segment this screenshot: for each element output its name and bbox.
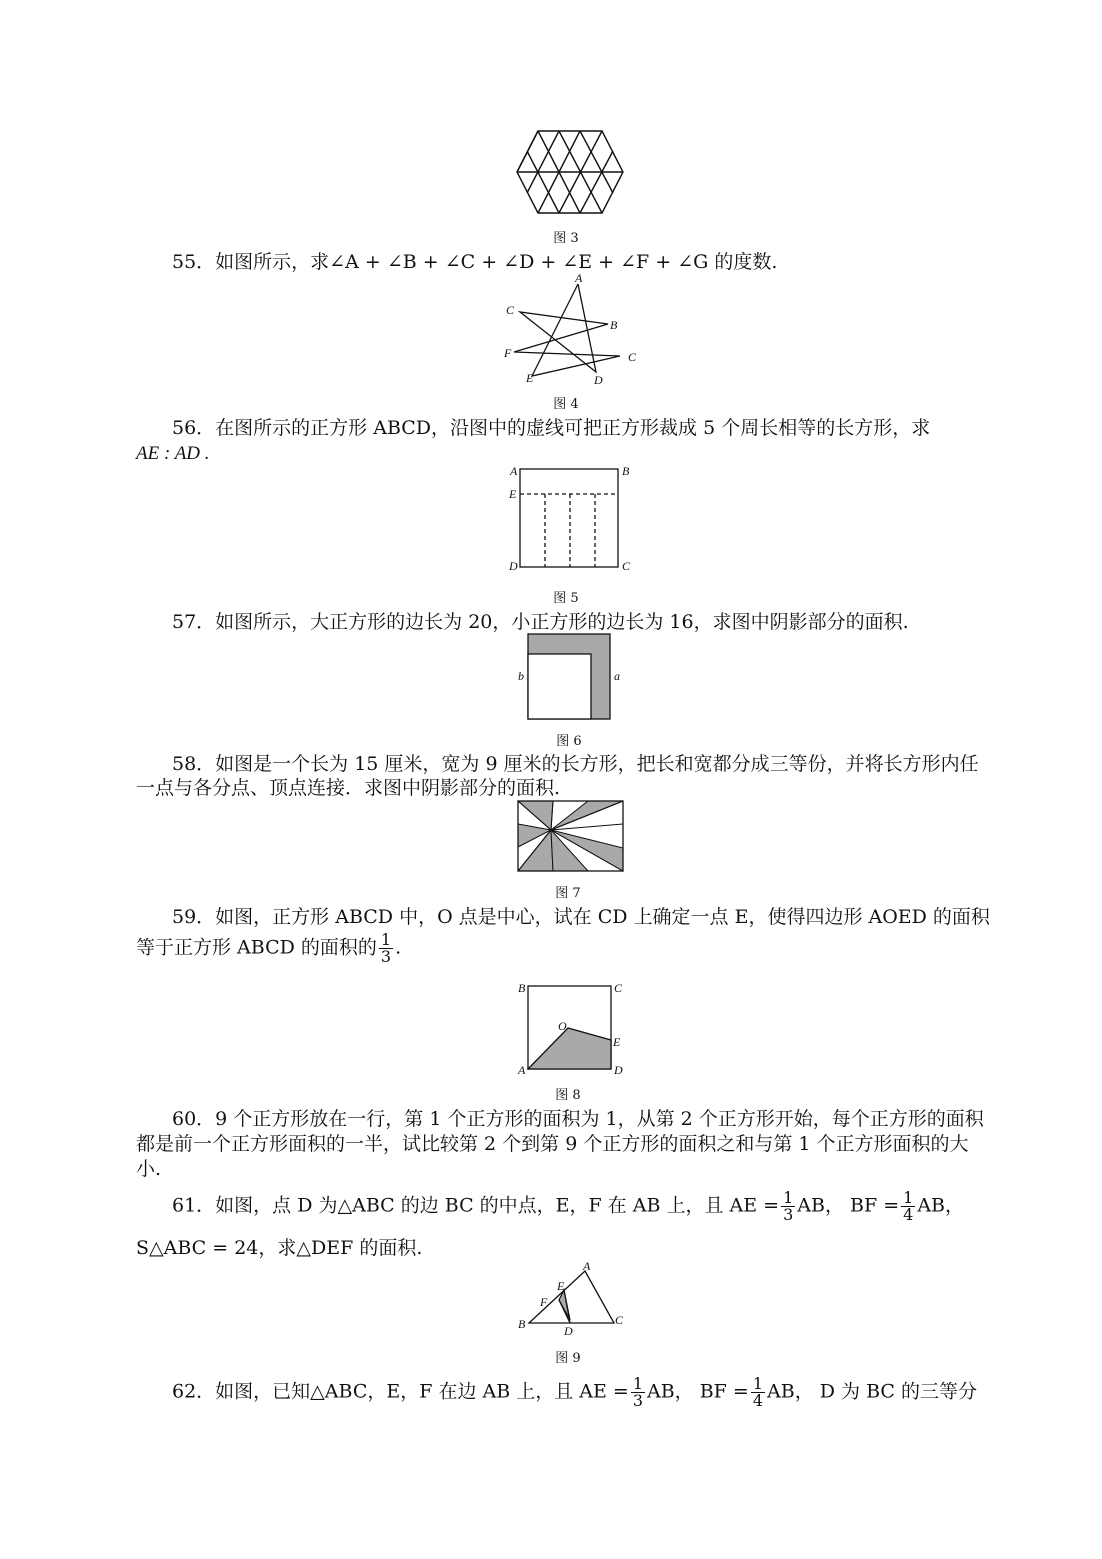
frac-denominator: 3 [632, 1391, 643, 1410]
fraction-one-fourth [901, 1190, 915, 1223]
figure-3-hexagon-lattice [516, 130, 624, 214]
frac-numerator: 1 [752, 1374, 764, 1393]
problem-55-text: 55．如图所示，求∠A + ∠B + ∠C + ∠D + ∠E + ∠F + ∠G 的度数. [172, 251, 778, 273]
frac-denominator: 4 [903, 1205, 914, 1224]
figure-7-caption: 图 7 [555, 886, 581, 901]
problem-60-line1: 60．9 个正方形放在一行，第 1 个正方形的面积为 1，从第 2 个正方形开始，每个正方形的面积 [172, 1108, 984, 1130]
fig4-label-C-left: C [506, 303, 515, 317]
frac-denominator: 3 [783, 1205, 794, 1224]
fig5-label-D: D [509, 559, 518, 573]
fig5-label-E: E [509, 487, 517, 501]
problem-60-line3: 小. [136, 1158, 162, 1180]
frac-numerator: 1 [380, 930, 392, 949]
fig8-label-O: O [558, 1019, 567, 1033]
fig4-label-F: F [504, 346, 512, 360]
fraction-one-third [781, 1190, 795, 1223]
problem-58-line2: 一点与各分点、顶点连接．求图中阴影部分的面积. [136, 777, 561, 799]
figure-6-caption: 图 6 [556, 734, 582, 749]
fig9-label-E: E [557, 1279, 565, 1293]
frac-denominator: 3 [380, 947, 392, 966]
fig4-label-D: D [594, 373, 603, 387]
problem-61-line1 [172, 1190, 964, 1223]
fig8-label-D: D [614, 1063, 623, 1077]
fig9-label-D: D [564, 1324, 573, 1338]
problem-60-line2: 都是前一个正方形面积的一半，试比较第 2 个到第 9 个正方形的面积之和与第 1 个正方形面积的大 [136, 1133, 969, 1155]
figure-6-nested-squares [510, 632, 630, 722]
problem-56-line2: AE : AD . [136, 443, 210, 464]
fig9-label-A: A [583, 1259, 591, 1273]
problem-59-line2 [136, 932, 401, 965]
figure-9-caption: 图 9 [555, 1351, 581, 1366]
figure-5-caption: 图 5 [553, 591, 579, 606]
figure-8-caption: 图 8 [555, 1088, 581, 1103]
fig6-label-b: b [518, 669, 524, 683]
problem-59-line2-text: 等于正方形 ABCD 的面积的 [136, 936, 377, 959]
figure-5-square-cuts [500, 462, 640, 576]
fig8-label-A: A [518, 1063, 526, 1077]
fraction-one-third [631, 1376, 645, 1409]
problem-62-line1-pre: 62．如图，已知△ABC，E，F 在边 AB 上，且 AE = [172, 1380, 629, 1403]
problem-62-line1 [172, 1376, 977, 1409]
problem-59-line1: 59．如图，正方形 ABCD 中，O 点是中心，试在 CD 上确定一点 E，使得四边形 AOED 的面积 [172, 906, 990, 928]
problem-61-line1-pre: 61．如图，点 D 为△ABC 的边 BC 的中点，E，F 在 AB 上，且 AE = [172, 1194, 780, 1217]
figure-7-rectangle-rays [517, 800, 625, 872]
problem-62-line1-mid: AB， BF = [647, 1380, 749, 1403]
figure-9-triangle [512, 1259, 636, 1342]
problem-57-text: 57．如图所示，大正方形的边长为 20，小正方形的边长为 16，求图中阴影部分的面积. [172, 611, 909, 633]
fig8-label-C: C [614, 981, 623, 995]
figure-3-caption: 图 3 [553, 231, 579, 246]
problem-58-line1: 58．如图是一个长为 15 厘米，宽为 9 厘米的长方形，把长和宽都分成三等份，并将长方形内任 [172, 753, 979, 775]
fig9-label-F: F [540, 1295, 548, 1309]
fig4-label-A: A [575, 271, 583, 285]
problem-59-line2-end: . [395, 936, 402, 959]
fig8-label-E: E [613, 1035, 621, 1049]
fig4-label-B: B [610, 318, 618, 332]
frac-denominator: 4 [752, 1391, 764, 1410]
problem-61-line2: S△ABC = 24，求△DEF 的面积. [136, 1237, 423, 1259]
frac-numerator: 1 [632, 1374, 643, 1393]
fig5-label-C: C [622, 559, 631, 573]
fig8-label-B: B [518, 981, 526, 995]
fig4-label-C-right: C [628, 350, 637, 364]
fig9-label-B: B [518, 1317, 526, 1331]
fraction-one-third [379, 932, 393, 965]
problem-61-line1-mid: AB， BF = [797, 1194, 900, 1217]
fig6-label-a: a [614, 669, 620, 683]
figure-4-star [500, 272, 640, 390]
frac-numerator: 1 [903, 1188, 914, 1207]
problem-56-line1: 56．在图所示的正方形 ABCD，沿图中的虚线可把正方形裁成 5 个周长相等的长方形，求 [172, 417, 931, 439]
fig5-label-B: B [622, 464, 630, 478]
problem-62-line1-post: AB， D 为 BC 的三等分 [767, 1380, 977, 1403]
fig5-label-A: A [510, 464, 518, 478]
figure-4-caption: 图 4 [553, 397, 579, 412]
problem-61-line1-post: AB， [917, 1194, 964, 1217]
fig4-label-E: E [526, 371, 534, 385]
frac-numerator: 1 [783, 1188, 794, 1207]
figure-8-square-aoed [512, 980, 632, 1076]
fig9-label-C: C [615, 1313, 624, 1327]
fraction-one-fourth [751, 1376, 765, 1409]
